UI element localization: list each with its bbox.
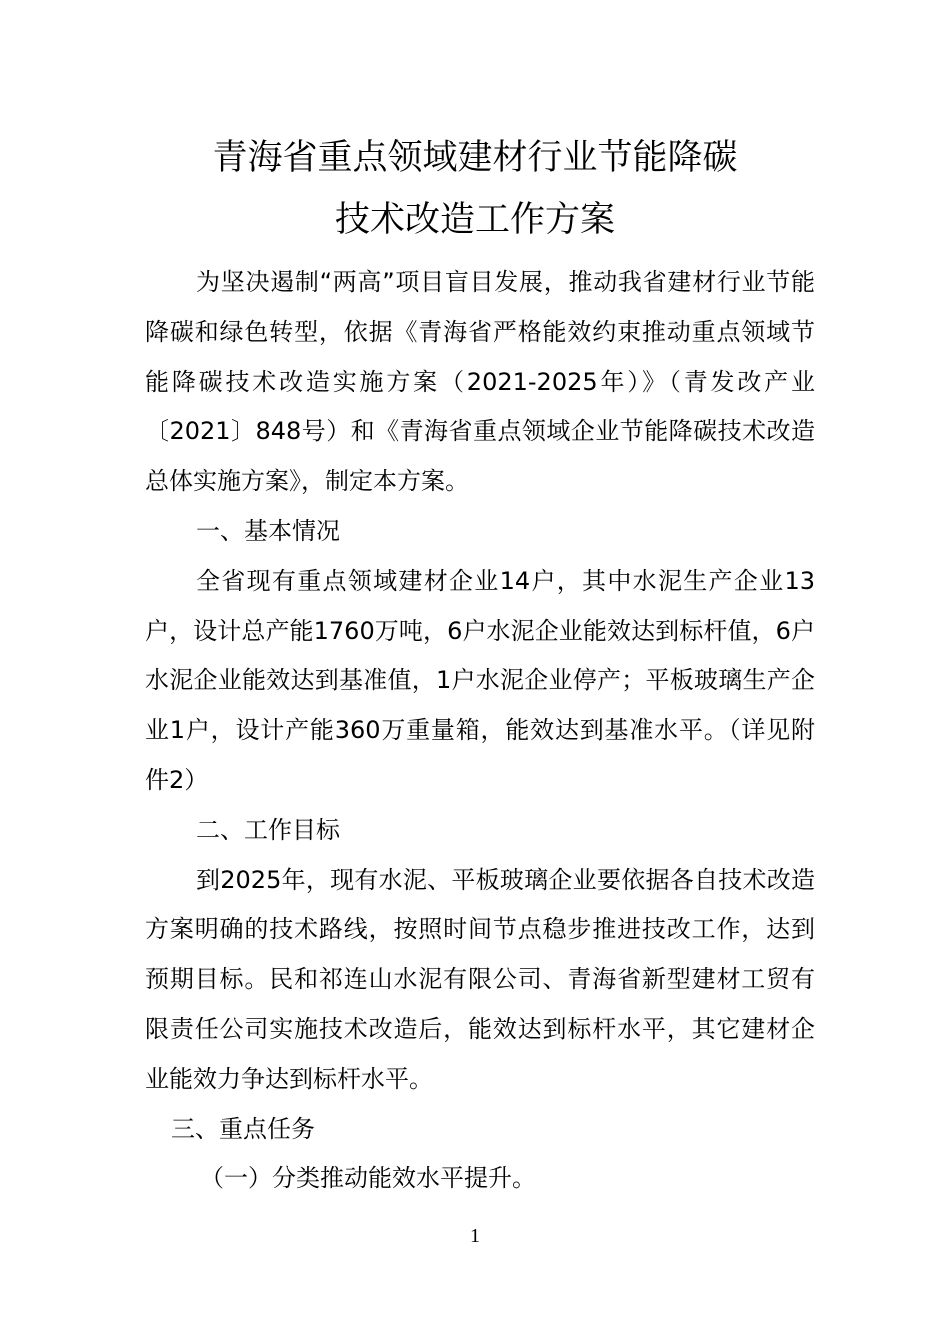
intro-paragraph: 为坚决遏制“两高”项目盲目发展，推动我省建材行业节能降碳和绿色转型，依据《青海省严格能效约束推动重点领域节能降碳技术改造实施方案（2021-2025年）》（青发改产业〔2021〕848号）和《青海省重点领域企业节能降碳技术改造总体实施方案》，制定本方案。 — [145, 268, 815, 496]
section-heading-basic-situation: 一、基本情况 — [196, 516, 340, 545]
document-title-line-1: 青海省重点领域建材行业节能降碳 — [212, 138, 738, 178]
document-title-line-2: 技术改造工作方案 — [334, 200, 615, 240]
section-heading-key-tasks: 三、重点任务 — [171, 1114, 315, 1143]
work-goals-paragraph: 到2025年，现有水泥、平板玻璃企业要依据各自技术改造方案明确的技术路线，按照时间节点稳步推进技改工作，达到预期目标。民和祁连山水泥有限公司、青海省新型建材工贸有限责任公司实施技术改造后，能效达到标杆水平，其它建材企业能效力争达到标杆水平。 — [145, 865, 815, 1093]
page-number: 1 — [470, 1225, 480, 1247]
document-body — [145, 258, 815, 1204]
basic-situation-paragraph: 全省现有重点领域建材企业14户，其中水泥生产企业13户，设计总产能1760万吨，6户水泥企业能效达到标杆值，6户水泥企业能效达到基准值，1户水泥企业停产；平板玻璃生产企业1户，设计产能360万重量箱，能效达到基准水平。（详见附件2） — [145, 566, 815, 794]
section-heading-work-goals: 二、工作目标 — [196, 815, 340, 844]
subsection-heading-efficiency: （一）分类推动能效水平提升。 — [200, 1164, 536, 1193]
